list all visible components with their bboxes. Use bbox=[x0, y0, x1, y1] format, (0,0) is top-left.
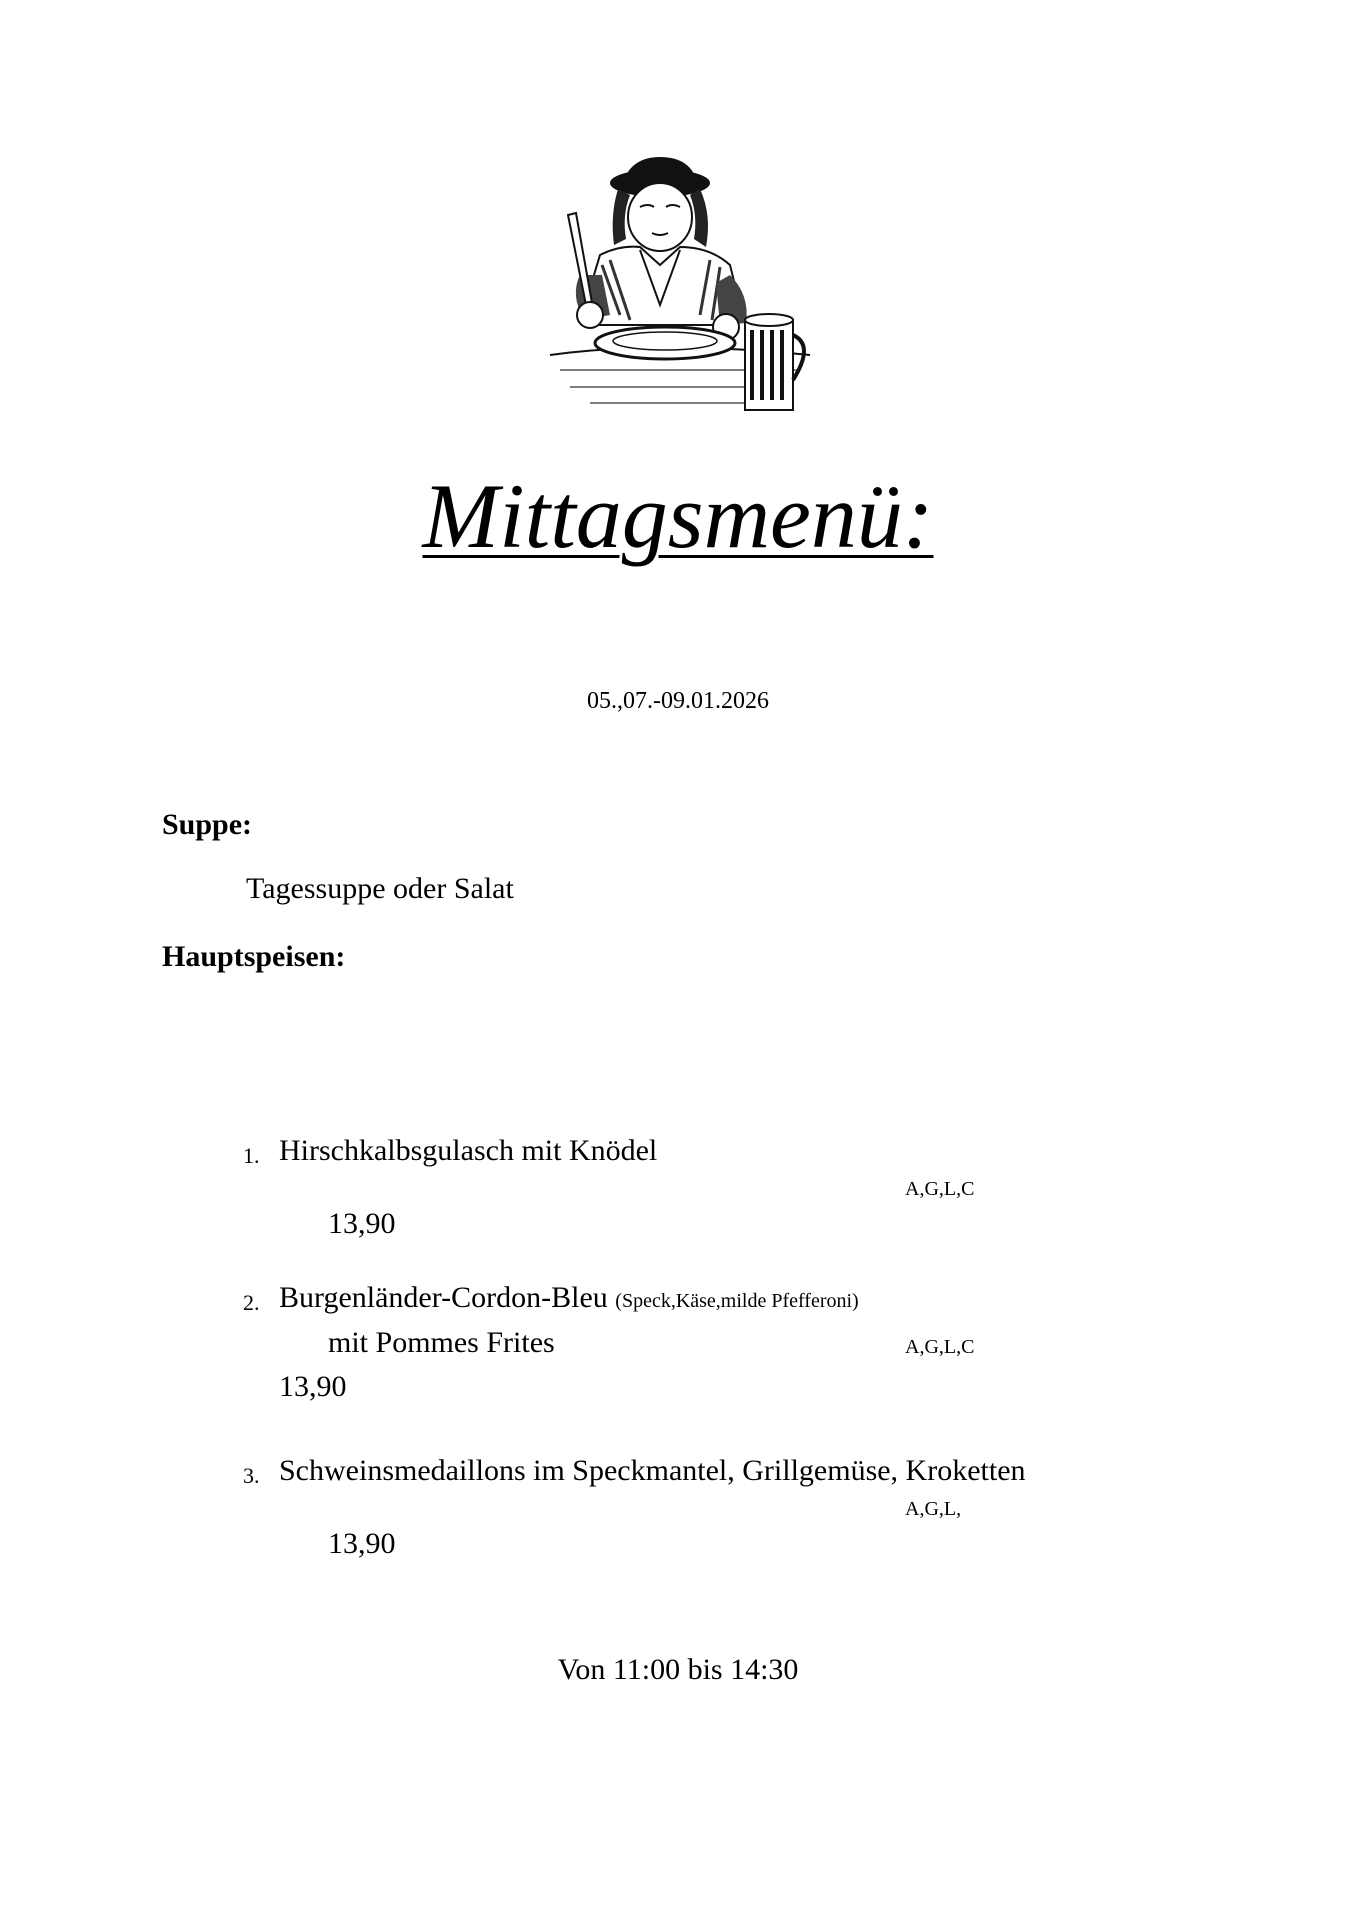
dish-3-name: Schweinsmedaillons im Speckmantel, Grillgemüse, Kroketten bbox=[279, 1454, 1026, 1487]
mains-heading: Hauptspeisen: bbox=[162, 940, 346, 973]
dish-2-name: Burgenländer-Cordon-Bleu bbox=[279, 1281, 608, 1314]
dish-2-name-line bbox=[279, 1281, 859, 1315]
dish-3-allergens: A,G,L, bbox=[905, 1498, 962, 1520]
dish-1-name: Hirschkalbsgulasch mit Knödel bbox=[279, 1134, 658, 1167]
dish-1-number: 1. bbox=[243, 1143, 260, 1168]
dish-2-side: mit Pommes Frites bbox=[328, 1326, 555, 1359]
dish-1-allergens: A,G,L,C bbox=[905, 1178, 975, 1200]
menu-date: 05.,07.-09.01.2026 bbox=[587, 688, 769, 714]
diner-illustration bbox=[540, 155, 820, 445]
dish-3-price: 13,90 bbox=[328, 1527, 396, 1560]
dish-2-note: (Speck,Käse,milde Pfefferoni) bbox=[615, 1290, 859, 1312]
soup-text: Tagessuppe oder Salat bbox=[246, 872, 514, 905]
soup-heading: Suppe: bbox=[162, 808, 253, 841]
dish-1-price: 13,90 bbox=[328, 1207, 396, 1240]
page-title: Mittagsmenü: bbox=[422, 465, 934, 567]
dish-2-number: 2. bbox=[243, 1290, 260, 1315]
dish-2-allergens: A,G,L,C bbox=[905, 1336, 975, 1358]
serving-hours: Von 11:00 bis 14:30 bbox=[557, 1653, 799, 1686]
dish-3-number: 3. bbox=[243, 1463, 260, 1488]
dish-2-price: 13,90 bbox=[279, 1370, 347, 1403]
